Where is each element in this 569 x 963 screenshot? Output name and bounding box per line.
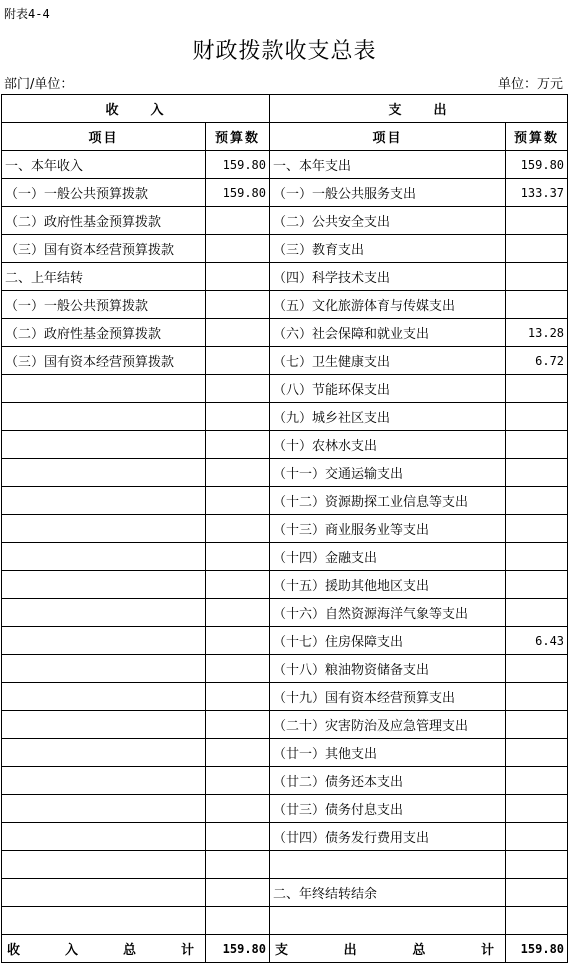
expense-item-cell: （十四）金融支出: [270, 543, 506, 571]
expense-item-cell: [270, 907, 506, 935]
income-item-cell: [2, 459, 206, 487]
table-row: [2, 739, 568, 767]
expense-item-cell: （十八）粮油物资储备支出: [270, 655, 506, 683]
expense-item-cell: （十）农林水支出: [270, 431, 506, 459]
income-total-value: 159.80: [206, 935, 270, 963]
expense-budget-cell: [506, 459, 568, 487]
expense-item-header: 项目: [270, 123, 506, 151]
expense-item-cell: （十二）资源勘探工业信息等支出: [270, 487, 506, 515]
income-budget-cell: [206, 823, 270, 851]
income-item-cell: [2, 907, 206, 935]
expense-budget-cell: [506, 739, 568, 767]
income-item-cell: [2, 767, 206, 795]
expense-budget-cell: 6.43: [506, 627, 568, 655]
income-budget-cell: [206, 319, 270, 347]
expense-budget-cell: [506, 403, 568, 431]
income-item-header: 项目: [2, 123, 206, 151]
income-item-cell: [2, 571, 206, 599]
expense-item-cell: 一、本年支出: [270, 151, 506, 179]
income-item-cell: [2, 599, 206, 627]
expense-budget-cell: [506, 851, 568, 879]
expense-item-cell: （十五）援助其他地区支出: [270, 571, 506, 599]
page-title: 财政拨款收支总表: [192, 39, 377, 64]
expense-item-cell: （十七）住房保障支出: [270, 627, 506, 655]
expense-budget-cell: [506, 879, 568, 907]
expense-item-cell: （十三）商业服务业等支出: [270, 515, 506, 543]
expense-budget-cell: [506, 599, 568, 627]
income-budget-cell: [206, 571, 270, 599]
expense-budget-cell: [506, 571, 568, 599]
income-total-char: 入: [64, 943, 78, 958]
income-total-char: 收: [7, 943, 21, 958]
income-item-cell: （二）政府性基金预算拨款: [2, 207, 206, 235]
expense-total-char: 出: [343, 943, 357, 958]
expense-item-cell: （一）一般公共服务支出: [270, 179, 506, 207]
income-budget-cell: [206, 851, 270, 879]
expense-budget-cell: [506, 207, 568, 235]
expense-item-cell: （九）城乡社区支出: [270, 403, 506, 431]
expense-group-header: 支 出: [270, 95, 568, 123]
fiscal-summary-table: [1, 94, 568, 963]
income-item-cell: [2, 711, 206, 739]
expense-item-cell: （六）社会保障和就业支出: [270, 319, 506, 347]
income-item-cell: 一、本年收入: [2, 151, 206, 179]
income-budget-cell: [206, 459, 270, 487]
income-item-cell: [2, 823, 206, 851]
income-item-cell: [2, 431, 206, 459]
income-budget-header: 预算数: [206, 123, 270, 151]
income-item-cell: [2, 403, 206, 431]
expense-budget-cell: [506, 543, 568, 571]
income-budget-cell: [206, 207, 270, 235]
expense-budget-cell: [506, 431, 568, 459]
income-budget-cell: [206, 879, 270, 907]
expense-item-cell: （廿四）债务发行费用支出: [270, 823, 506, 851]
expense-budget-cell: [506, 291, 568, 319]
table-row: [2, 291, 568, 319]
income-budget-cell: [206, 431, 270, 459]
table-row: [2, 235, 568, 263]
expense-budget-cell: [506, 375, 568, 403]
income-item-cell: （三）国有资本经营预算拨款: [2, 347, 206, 375]
expense-total-label: [270, 935, 506, 963]
income-item-cell: [2, 655, 206, 683]
income-budget-cell: 159.80: [206, 179, 270, 207]
table-row: [2, 599, 568, 627]
income-item-cell: [2, 375, 206, 403]
table-row: [2, 375, 568, 403]
expense-item-cell: （廿三）债务付息支出: [270, 795, 506, 823]
expense-item-cell: （十九）国有资本经营预算支出: [270, 683, 506, 711]
expense-item-cell: 二、年终结转结余: [270, 879, 506, 907]
table-row: [2, 431, 568, 459]
income-item-cell: [2, 795, 206, 823]
expense-item-cell: （八）节能环保支出: [270, 375, 506, 403]
income-total-char: 总: [122, 943, 136, 958]
department-label: 部门/单位：: [4, 77, 74, 92]
expense-total-char: 支: [275, 943, 289, 958]
income-budget-cell: [206, 767, 270, 795]
income-total-label: [2, 935, 206, 963]
expense-budget-header: 预算数: [506, 123, 568, 151]
appendix-number: 附表4-4: [4, 7, 50, 21]
table-row: [2, 207, 568, 235]
income-budget-cell: 159.80: [206, 151, 270, 179]
income-budget-cell: [206, 683, 270, 711]
expense-budget-cell: [506, 711, 568, 739]
totals-row: [2, 935, 568, 963]
expense-budget-cell: [506, 767, 568, 795]
income-item-cell: [2, 879, 206, 907]
table-row: [2, 543, 568, 571]
expense-budget-cell: [506, 487, 568, 515]
expense-budget-cell: 133.37: [506, 179, 568, 207]
expense-item-cell: （廿二）债务还本支出: [270, 767, 506, 795]
table-row: [2, 487, 568, 515]
expense-total-value: 159.80: [506, 935, 568, 963]
income-budget-cell: [206, 795, 270, 823]
income-group-header: 收 入: [2, 95, 270, 123]
income-budget-cell: [206, 515, 270, 543]
column-header-row: [2, 123, 568, 151]
table-row: [2, 571, 568, 599]
table-row: [2, 879, 568, 907]
table-row: [2, 347, 568, 375]
income-item-cell: [2, 487, 206, 515]
income-budget-cell: [206, 907, 270, 935]
table-row: [2, 627, 568, 655]
table-row: [2, 263, 568, 291]
income-budget-cell: [206, 711, 270, 739]
expense-budget-cell: [506, 683, 568, 711]
income-budget-cell: [206, 291, 270, 319]
expense-total-char: 计: [480, 943, 494, 958]
income-item-cell: [2, 739, 206, 767]
table-row: [2, 459, 568, 487]
income-budget-cell: [206, 627, 270, 655]
table-row: [2, 711, 568, 739]
expense-item-cell: （二）公共安全支出: [270, 207, 506, 235]
income-budget-cell: [206, 739, 270, 767]
income-budget-cell: [206, 347, 270, 375]
income-budget-cell: [206, 263, 270, 291]
expense-total-char: 总: [412, 943, 426, 958]
income-item-cell: [2, 515, 206, 543]
expense-item-cell: （五）文化旅游体育与传媒支出: [270, 291, 506, 319]
table-body: [2, 151, 568, 935]
group-header-row: [2, 95, 568, 123]
income-item-cell: [2, 683, 206, 711]
expense-budget-cell: 159.80: [506, 151, 568, 179]
income-item-cell: [2, 851, 206, 879]
expense-budget-cell: [506, 823, 568, 851]
table-row: [2, 179, 568, 207]
expense-item-cell: （七）卫生健康支出: [270, 347, 506, 375]
income-item-cell: （二）政府性基金预算拨款: [2, 319, 206, 347]
income-total-char: 计: [180, 943, 194, 958]
table-row: [2, 823, 568, 851]
table-row: [2, 515, 568, 543]
expense-budget-cell: [506, 263, 568, 291]
table-row: [2, 851, 568, 879]
table-row: [2, 795, 568, 823]
expense-item-cell: （十一）交通运输支出: [270, 459, 506, 487]
income-item-cell: [2, 543, 206, 571]
expense-budget-cell: 6.72: [506, 347, 568, 375]
table-row: [2, 319, 568, 347]
expense-budget-cell: [506, 655, 568, 683]
table-row: [2, 403, 568, 431]
expense-budget-cell: 13.28: [506, 319, 568, 347]
expense-item-cell: （廿一）其他支出: [270, 739, 506, 767]
expense-budget-cell: [506, 795, 568, 823]
expense-item-cell: （三）教育支出: [270, 235, 506, 263]
income-budget-cell: [206, 403, 270, 431]
expense-budget-cell: [506, 907, 568, 935]
expense-item-cell: [270, 851, 506, 879]
table-row: [2, 907, 568, 935]
table-row: [2, 767, 568, 795]
income-item-cell: （三）国有资本经营预算拨款: [2, 235, 206, 263]
income-budget-cell: [206, 235, 270, 263]
table-row: [2, 151, 568, 179]
income-item-cell: （一）一般公共预算拨款: [2, 179, 206, 207]
table-row: [2, 683, 568, 711]
income-budget-cell: [206, 487, 270, 515]
table-row: [2, 655, 568, 683]
income-budget-cell: [206, 375, 270, 403]
expense-budget-cell: [506, 235, 568, 263]
expense-item-cell: （四）科学技术支出: [270, 263, 506, 291]
income-budget-cell: [206, 655, 270, 683]
income-item-cell: [2, 627, 206, 655]
expense-item-cell: （十六）自然资源海洋气象等支出: [270, 599, 506, 627]
unit-label: 单位：万元: [497, 77, 563, 92]
expense-item-cell: （二十）灾害防治及应急管理支出: [270, 711, 506, 739]
expense-budget-cell: [506, 515, 568, 543]
income-item-cell: （一）一般公共预算拨款: [2, 291, 206, 319]
income-item-cell: 二、上年结转: [2, 263, 206, 291]
income-budget-cell: [206, 599, 270, 627]
income-budget-cell: [206, 543, 270, 571]
